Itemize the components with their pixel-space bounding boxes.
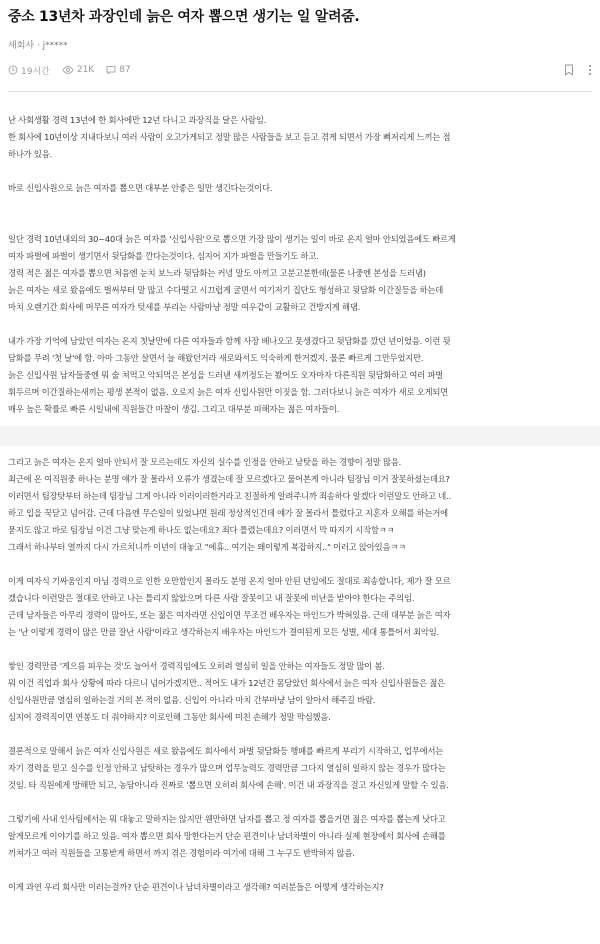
line: 한 회사에 10년이상 지내다보니 여러 사람이 오고가게되고 정말 많은 사람들을 보고 듣고 겪게 되면서 가장 뼈저리게 느끼는 점 — [8, 132, 451, 142]
post-title: 중소 13년차 과장인데 늙은 여자 뽑으면 생기는 일 알려줌. — [8, 9, 360, 25]
paragraph-7 — [8, 658, 592, 726]
line: 묻지도 않고 바로 팀장님 이건 그냥 맞는게 하나도 없는데요? 죄다 틀렸는데요? 이러면서 막 따지기 시작함ㅋㅋ — [8, 525, 395, 535]
line: 여자 파벌에 파벌이 생기면서 뒷담화를 깐다는것이다. 심지어 지가 파벌을 만들기도 하고. — [8, 251, 319, 261]
line: 경력 적은 젊은 여자를 뽑으면 처음엔 눈치 보느라 뒷담화는 커녕 말도 아끼고 고분고분한데(물론 나중엔 본성을 드러냄) — [8, 268, 426, 278]
post-comments[interactable] — [106, 65, 130, 75]
line: 휘두르며 이간질하는새끼는 평생 본적이 없음. 오로지 늙은 여자 신입사원만 이짓을 함. 그러다보니 늙은 여자가 새로 오게되면 — [8, 387, 448, 397]
paragraph-4 — [8, 333, 592, 418]
line: 결론적으로 말해서 늙은 여자 신입사원은 새로 왔음에도 회사에서 파벌 뒷담화등 행패를 빠르게 부리기 시작하고, 업무에서는 — [8, 746, 444, 756]
paragraph-5 — [8, 454, 592, 556]
line: 근데 남자들은 아무리 경력이 많아도, 또는 젊은 여자라면 신입이면 무조건 배우자는 마인드가 박혀있음. 근데 대부분 늙은 여자 — [8, 610, 451, 620]
bookmark-icon — [564, 64, 574, 76]
paragraph-2 — [8, 180, 592, 197]
line: 그리고 늙은 여자는 온지 얼마 안되서 잘 모르는데도 자신의 실수를 인정을 안하고 남탓을 하는 경향이 정말 많음. — [8, 457, 402, 467]
line: 알게모르게 이야기를 하고 있음. 여자 뽑으면 회사 망한다는거 단순 편견이나 남녀차별이 아니라 실제 현장에서 회사에 손해를 — [8, 831, 446, 841]
post-time-text: 19시간 — [21, 66, 50, 77]
line: 매우 높은 확률로 빠른 시일내에 직원들간 마찰이 생김. 그리고 대부분 피해자는 젊은 여자들이. — [8, 404, 340, 414]
line: 이게 여자식 기싸움인지 아님 경력으로 인한 오만함인지 몰라도 분명 온지 얼마 안된 년임에도 절대로 죄송합니다, 제가 잘 모르 — [8, 576, 451, 586]
line: 는 '난 이렇게 경력이 많은 만큼 잘난 사람'이라고 생각하는지 배우자는 마인드가 결여된게 모든 성별, 세대 통틀어서 최악임. — [8, 627, 439, 637]
line: 최근에 온 여직원중 하나는 분명 얘가 잘 몰라서 오류가 생겼는데 잘 모르겠다고 물어본게 아니라 팀장님 이거 잘못하셨는데요? — [8, 474, 450, 484]
more-button[interactable] — [588, 64, 592, 76]
line: 담화를 무려 '첫 날'에 함. 아마 그동안 살면서 늘 해왔던거라 새로와서도 익숙하게 한거겠지. 물론 빠르게 그만두었지만. — [8, 353, 424, 363]
paragraph-3 — [8, 231, 592, 316]
line: 난 사회생활 경력 13년에 한 회사에만 12년 다니고 과장직을 달은 사람임. — [8, 115, 267, 125]
post-views-text: 21K — [76, 65, 95, 75]
post-author[interactable]: 새회사 · j***** — [8, 41, 68, 51]
line: 뭐 이건 직업과 회사 상황에 따라 다르니 넘어가겠지만.. 적어도 내가 12년간 몸담았던 회사에서 늙은 여자 신입사원들은 젊은 — [8, 678, 445, 688]
paragraph-1 — [8, 112, 592, 163]
line: 늙은 신입사원 남자들중엔 뭐 술 쳐먹고 악되먹은 본성을 드러낸 새끼정도는 봤어도 오자마자 다른직원 뒷담화하고 여러 파벌 — [8, 370, 444, 380]
post-comments-text: 87 — [119, 65, 131, 75]
post-time — [8, 64, 50, 77]
line: 그래서 하나부터 열까지 다시 가르치니까 이년이 대놓고 "에휴.. 여기는 왜이렇게 복잡하지.." 이러고 앉아있음ㅋㅋ — [8, 542, 406, 552]
post-actions — [550, 64, 592, 76]
paragraph-6 — [8, 573, 592, 641]
line: 하고 입을 꾹닫고 넘어감. 근데 다음엔 무슨일이 있었냐면 원래 정상적인건데 얘가 잘 몰라서 틀렸다고 지혼자 오해를 하는거에 — [8, 508, 448, 518]
paragraph-10 — [8, 879, 592, 896]
line: 그렇기에 사내 인사팀에서는 뭐 대놓고 말하지는 않지만 웬만하면 남자를 뽑고 정 여자를 뽑을거면 젊은 여자를 뽑는게 낫다고 — [8, 814, 446, 824]
paragraph-9 — [8, 811, 592, 862]
line: 심지어 경력직이면 연봉도 더 줘야하지? 이로인해 그동안 회사에 미친 손해가 정말 막심했음. — [8, 712, 331, 722]
line: 쌓인 경력만큼 '게으름 피우는 것'도 늘어서 경력직임에도 오히려 열심히 일을 안하는 여자들도 정말 많이 봄. — [8, 661, 385, 671]
post-meta — [8, 63, 592, 77]
post-header — [0, 0, 600, 92]
line: 바로 신입사원으로 늙은 여자를 뽑으면 대부분 안좋은 일만 생긴다는것이다. — [8, 183, 273, 193]
line: 내가 가장 기억에 남았던 여자는 온지 첫날만에 다른 여자들과 함께 사장 배나오고 못생겼다고 뒷담화를 깠던 년이었음. 이런 뒷 — [8, 336, 451, 346]
line: 겠습니다 이런말은 절대로 안하고 나는 틀리지 않았으며 다른 사람 잘못이고 내 잘못에 비난을 받아야 한다는 주의임. — [8, 593, 415, 603]
paragraph-8 — [8, 743, 592, 794]
line: 이게 과연 우리 회사만 이러는걸까? 단순 편견이나 남녀차별이라고 생각해? 여러분들은 어떻게 생각하는지? — [8, 882, 384, 892]
eye-icon — [62, 65, 74, 75]
line: 이러면서 팀장탓부터 하는데 팀장님 그게 아니라 이러이러한거라고 친절하게 알려주니까 죄송하다 알겠다 이런말도 안하고 네.. — [8, 491, 451, 501]
clock-icon — [8, 65, 18, 75]
line: 마치 오랜기간 회사에 머무른 여자가 텃세를 부리는 사람마냥 정말 여우같이 교활하고 건방지게 해댐. — [8, 302, 361, 312]
line: 늙은 여자는 새로 왔음에도 벌써부터 말 많고 수다떨고 시끄럽게 굴면서 여기저기 집단도 형성하고 뒷담화 이간질등을 하는데 — [8, 285, 444, 295]
post-views — [62, 65, 94, 75]
line: 일단 경력 10년내외의 30~40대 늙은 여자를 '신입사원'으로 뽑으면 가장 많이 생기는 일이 바로 온지 얼마 안되었음에도 빠르게 — [8, 234, 456, 244]
line: 하나가 있음. — [8, 149, 52, 159]
more-vertical-icon — [588, 64, 592, 76]
comment-icon — [106, 65, 116, 75]
line: 자기 경력을 믿고 실수를 인정 안하고 남탓하는 경우가 많으며 업무능력도 경력만큼 그다지 열심히 일하지 않는 경우가 많다는 — [8, 763, 446, 773]
post-body — [0, 92, 600, 896]
line: 신입사원만큼 열심히 일하는걸 거의 본 적이 없음. 신입이 아니라 마치 간부마냥 남이 알아서 해주길 바람. — [8, 695, 376, 705]
bookmark-button[interactable] — [564, 64, 574, 76]
line: 것임. 타 직원에게 방해만 되고, 농담아니라 진짜로 '뽑으면 오히려 회사에 손해'. 이건 내 과장직을 걸고 자신있게 말할 수 있음. — [8, 780, 449, 790]
image-seam — [0, 426, 600, 446]
line: 끼쳐가고 여러 직원들을 고통받게 하면서 까지 겪은 경험이라 여기에 대해 그 누구도 반박하지 않음. — [8, 848, 355, 858]
